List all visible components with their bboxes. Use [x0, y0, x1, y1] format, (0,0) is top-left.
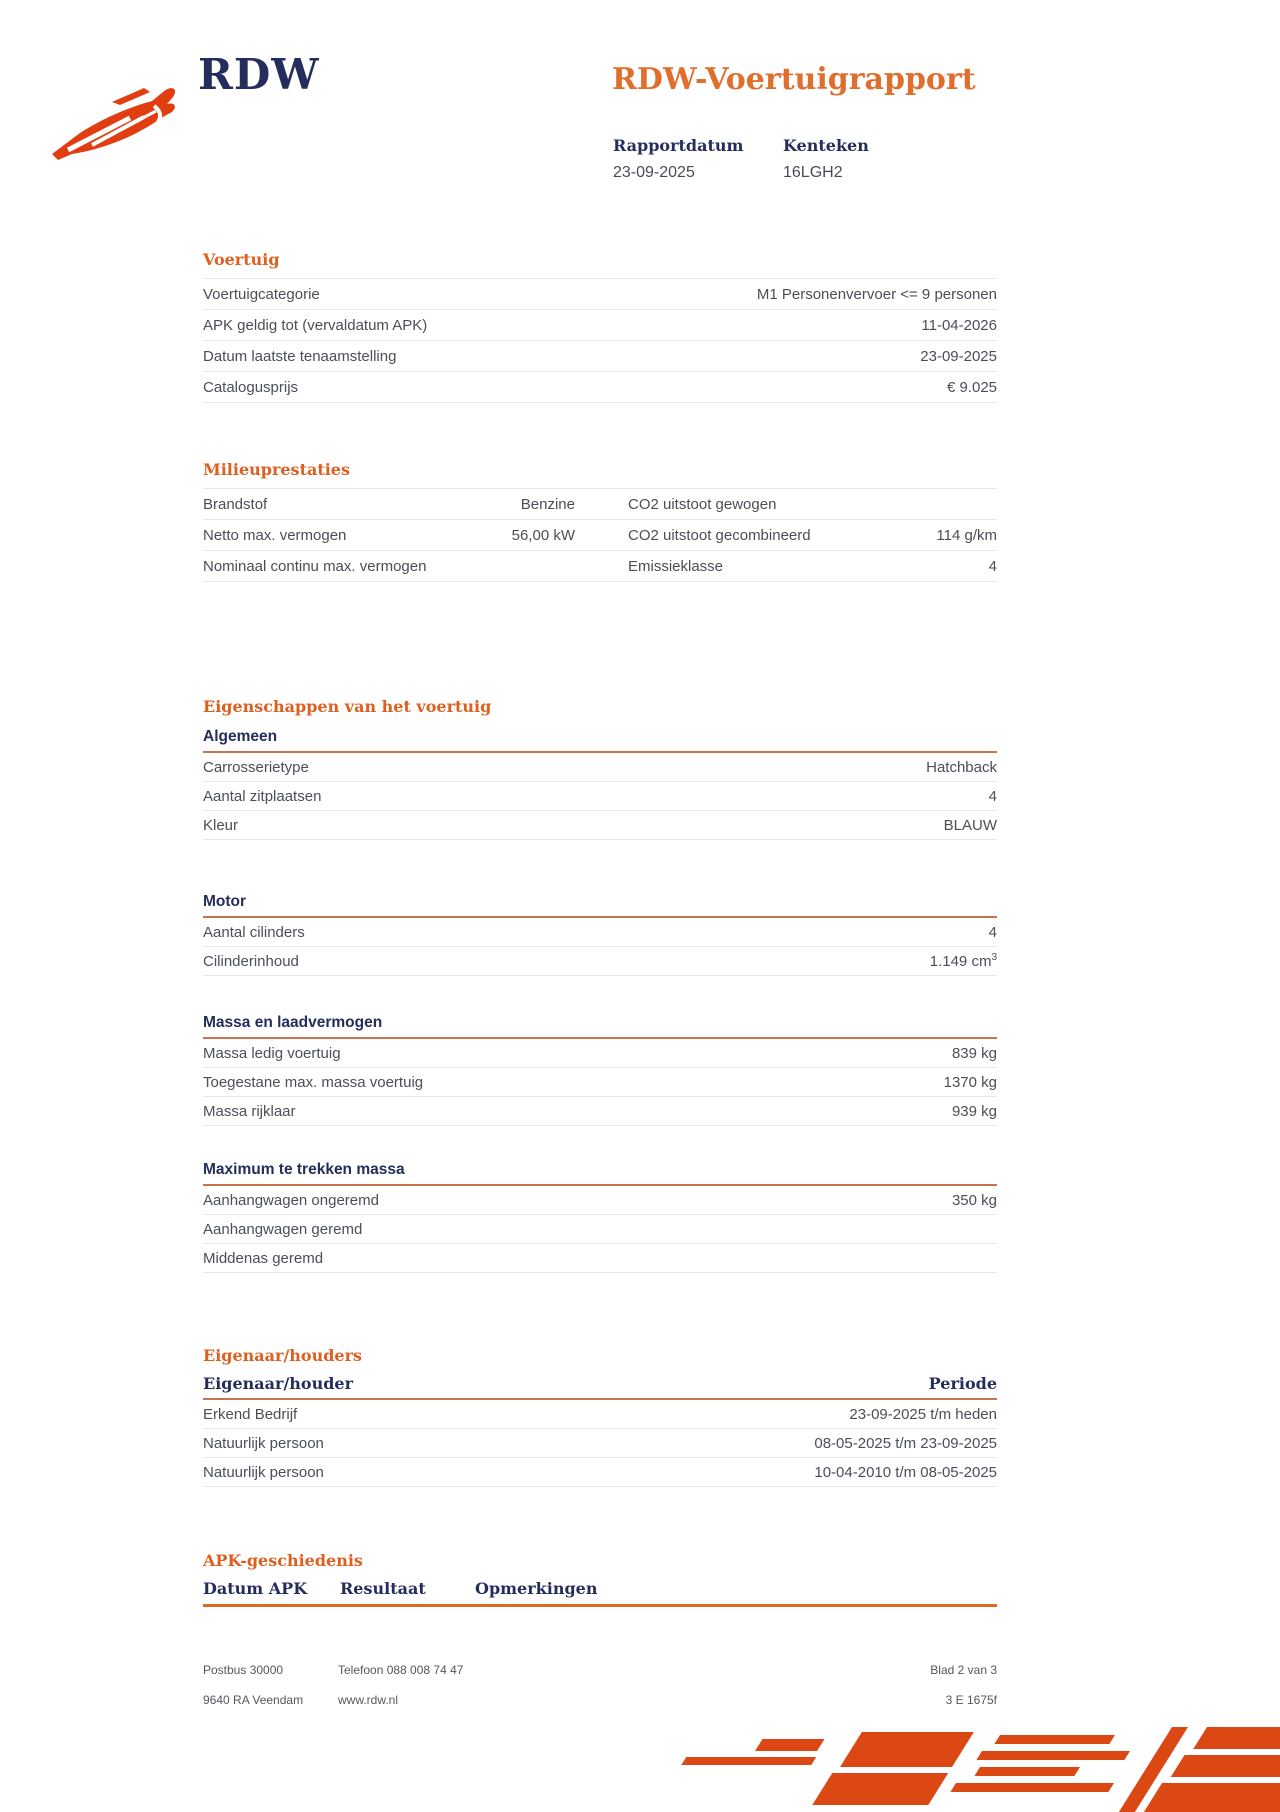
section-eigenaar — [203, 1346, 997, 1487]
rdw-eagle-logo-icon — [50, 72, 190, 162]
subsection-title: Massa en laadvermogen — [203, 1014, 383, 1031]
section-apk-geschiedenis — [203, 1551, 997, 1607]
row-label: APK geldig tot (vervaldatum APK) — [203, 316, 428, 334]
row-value: Benzine — [520, 495, 575, 513]
column-header-period: Periode — [928, 1374, 997, 1393]
row-label: Toegestane max. massa voertuig — [203, 1073, 424, 1091]
column-header-datum-apk: Datum APK — [203, 1579, 308, 1598]
row-label: Carrosserietype — [203, 758, 309, 776]
report-date-label: Rapportdatum — [613, 136, 744, 155]
table-row — [203, 279, 997, 310]
table-row — [203, 918, 997, 947]
row-value: € 9.025 — [946, 378, 997, 396]
row-value: BLAUW — [943, 816, 997, 834]
footer-doc-code: 3 E 1675f — [945, 1693, 997, 1707]
motor-table — [203, 918, 997, 976]
row-label: Aantal zitplaatsen — [203, 787, 322, 805]
row-label: Aanhangwagen ongeremd — [203, 1191, 379, 1209]
orange-rule — [203, 1604, 997, 1607]
row-label: Aantal cilinders — [203, 923, 305, 941]
section-milieuprestaties — [203, 460, 997, 582]
table-row — [203, 1039, 997, 1068]
massa-table — [203, 1039, 997, 1126]
voertuig-table — [203, 278, 997, 403]
owner-table — [203, 1400, 997, 1487]
owner-period: 08-05-2025 t/m 23-09-2025 — [814, 1434, 997, 1452]
row-value: Hatchback — [926, 758, 997, 776]
table-row — [203, 782, 997, 811]
table-row — [203, 520, 997, 551]
rdw-speed-lines-graphic — [630, 1727, 1280, 1812]
row-label: Datum laatste tenaamstelling — [203, 347, 397, 365]
row-label: CO2 uitstoot gewogen — [628, 495, 777, 513]
table-row — [203, 341, 997, 372]
table-row — [203, 1458, 997, 1487]
subsection-title: Maximum te trekken massa — [203, 1161, 405, 1178]
owner-type: Natuurlijk persoon — [203, 1463, 324, 1481]
section-voertuig — [203, 250, 997, 403]
row-value: 114 g/km — [936, 526, 997, 544]
footer-website: www.rdw.nl — [338, 1693, 399, 1707]
report-date-value: 23-09-2025 — [613, 164, 695, 181]
license-plate-label: Kenteken — [783, 136, 869, 155]
rdw-wordmark: RDW — [198, 50, 320, 99]
subsection-title: Algemeen — [203, 728, 278, 745]
footer-po-box: Postbus 30000 — [203, 1663, 284, 1677]
owner-type: Natuurlijk persoon — [203, 1434, 324, 1452]
row-label: Aanhangwagen geremd — [203, 1220, 363, 1238]
row-value: 56,00 kW — [511, 526, 575, 544]
row-label: Kleur — [203, 816, 239, 834]
table-row — [203, 1400, 997, 1429]
section-title: APK-geschiedenis — [203, 1551, 363, 1570]
subsection-title: Motor — [203, 893, 247, 910]
row-value: 4 — [988, 557, 997, 575]
table-row — [203, 811, 997, 840]
column-header-owner: Eigenaar/houder — [203, 1374, 354, 1393]
column-header-resultaat: Resultaat — [340, 1579, 426, 1598]
table-row — [203, 1429, 997, 1458]
section-eigenschappen — [203, 697, 997, 725]
subsection-massa — [203, 1014, 997, 1126]
row-value: M1 Personenvervoer <= 9 personen — [756, 285, 997, 303]
table-row — [203, 1186, 997, 1215]
table-row — [203, 489, 997, 520]
table-row — [203, 1068, 997, 1097]
column-header-opmerkingen: Opmerkingen — [475, 1579, 598, 1598]
row-label: Brandstof — [203, 495, 268, 513]
table-row — [203, 372, 997, 403]
section-title: Eigenaar/houders — [203, 1346, 363, 1365]
license-plate-value: 16LGH2 — [783, 164, 843, 181]
apk-table-header — [203, 1579, 997, 1598]
subsection-algemeen — [203, 728, 997, 840]
table-row — [203, 753, 997, 782]
row-label: Nominaal continu max. vermogen — [203, 557, 427, 575]
row-value: 23-09-2025 — [920, 347, 997, 365]
row-label: Middenas geremd — [203, 1249, 324, 1267]
superscript: 3 — [991, 952, 997, 963]
row-label: Catalogusprijs — [203, 378, 299, 396]
footer-city: 9640 RA Veendam — [203, 1693, 304, 1707]
subsection-trekken — [203, 1161, 997, 1273]
footer-page-number: Blad 2 van 3 — [930, 1663, 997, 1677]
row-label: Netto max. vermogen — [203, 526, 347, 544]
section-title: Voertuig — [203, 250, 280, 269]
table-row — [203, 947, 997, 976]
owner-period: 10-04-2010 t/m 08-05-2025 — [814, 1463, 997, 1481]
algemeen-table — [203, 753, 997, 840]
row-value — [930, 952, 997, 970]
owner-type: Erkend Bedrijf — [203, 1405, 298, 1423]
table-row — [203, 1244, 997, 1273]
page-title: RDW-Voertuigrapport — [612, 62, 976, 97]
row-label: Emissieklasse — [628, 557, 724, 575]
row-label: Massa rijklaar — [203, 1102, 296, 1120]
row-value: 1370 kg — [943, 1073, 997, 1091]
subsection-motor — [203, 893, 997, 976]
row-value: 4 — [988, 787, 997, 805]
row-label: Voertuigcategorie — [203, 285, 320, 303]
owner-period: 23-09-2025 t/m heden — [849, 1405, 997, 1423]
engine-displacement: 1.149 cm — [929, 953, 992, 970]
row-value: 839 kg — [951, 1044, 997, 1062]
table-row — [203, 1097, 997, 1126]
table-row — [203, 1215, 997, 1244]
section-title: Milieuprestaties — [203, 460, 350, 479]
row-value: 11-04-2026 — [921, 316, 997, 334]
table-row — [203, 310, 997, 341]
milieu-table — [203, 488, 997, 582]
row-value: 350 kg — [951, 1191, 997, 1209]
section-title: Eigenschappen van het voertuig — [203, 697, 492, 716]
row-value: 939 kg — [951, 1102, 997, 1120]
trekken-table — [203, 1186, 997, 1273]
row-label: CO2 uitstoot gecombineerd — [628, 526, 811, 544]
row-value: 4 — [988, 923, 997, 941]
row-label: Cilinderinhoud — [203, 952, 299, 970]
table-row — [203, 551, 997, 582]
footer-phone: Telefoon 088 008 74 47 — [338, 1663, 464, 1677]
owner-table-header — [203, 1374, 997, 1393]
row-label: Massa ledig voertuig — [203, 1044, 341, 1062]
